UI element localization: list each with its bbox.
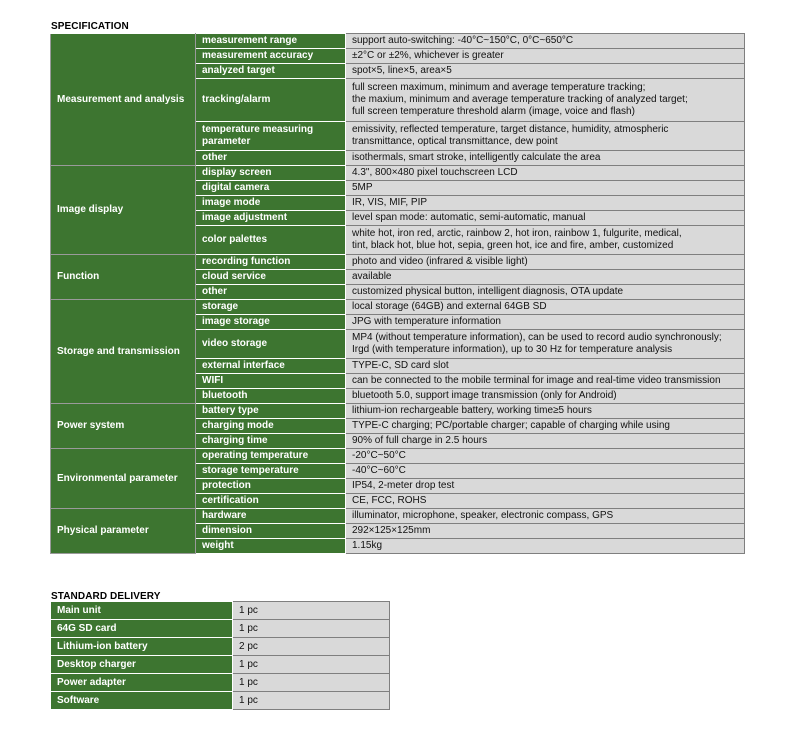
spec-value: customized physical button, intelligent diagnosis, OTA update bbox=[346, 285, 745, 300]
spec-category: Function bbox=[51, 255, 196, 300]
spec-value: -40°C~60°C bbox=[346, 464, 745, 479]
spec-row bbox=[51, 404, 745, 419]
delivery-quantity: 1 pc bbox=[233, 692, 390, 710]
spec-category: Image display bbox=[51, 166, 196, 255]
spec-value: IR, VIS, MIF, PIP bbox=[346, 196, 745, 211]
spec-parameter: battery type bbox=[196, 404, 346, 419]
delivery-quantity: 1 pc bbox=[233, 656, 390, 674]
delivery-item: Desktop charger bbox=[51, 656, 233, 674]
spec-parameter: tracking/alarm bbox=[196, 79, 346, 122]
specification-table bbox=[50, 33, 745, 554]
spec-value: local storage (64GB) and external 64GB SD bbox=[346, 300, 745, 315]
spec-row bbox=[51, 34, 745, 49]
spec-parameter: certification bbox=[196, 494, 346, 509]
delivery-quantity: 1 pc bbox=[233, 674, 390, 692]
spec-row bbox=[51, 255, 745, 270]
spec-value: can be connected to the mobile terminal for image and real-time video transmission bbox=[346, 374, 745, 389]
spec-row bbox=[51, 166, 745, 181]
spec-parameter: bluetooth bbox=[196, 389, 346, 404]
spec-row bbox=[51, 300, 745, 315]
spec-value: TYPE-C charging; PC/portable charger; capable of charging while using bbox=[346, 419, 745, 434]
delivery-row bbox=[51, 692, 390, 710]
spec-category: Physical parameter bbox=[51, 509, 196, 554]
spec-value: isothermals, smart stroke, intelligently calculate the area bbox=[346, 151, 745, 166]
spec-value: MP4 (without temperature information), can be used to record audio synchronously; Irgd (with temperature information), up to 30 Hz for temperature analysis bbox=[346, 330, 745, 359]
spec-parameter: storage bbox=[196, 300, 346, 315]
spec-parameter: external interface bbox=[196, 359, 346, 374]
spec-value: available bbox=[346, 270, 745, 285]
spec-value: 292×125×125mm bbox=[346, 524, 745, 539]
delivery-quantity: 1 pc bbox=[233, 602, 390, 620]
spec-parameter: dimension bbox=[196, 524, 346, 539]
spec-value: 90% of full charge in 2.5 hours bbox=[346, 434, 745, 449]
spec-parameter: weight bbox=[196, 539, 346, 554]
spec-row bbox=[51, 449, 745, 464]
spec-parameter: display screen bbox=[196, 166, 346, 181]
spec-value: -20°C~50°C bbox=[346, 449, 745, 464]
delivery-item: Main unit bbox=[51, 602, 233, 620]
spec-parameter: operating temperature bbox=[196, 449, 346, 464]
delivery-quantity: 1 pc bbox=[233, 620, 390, 638]
delivery-row bbox=[51, 656, 390, 674]
spec-parameter: cloud service bbox=[196, 270, 346, 285]
spec-parameter: storage temperature bbox=[196, 464, 346, 479]
spec-value: CE, FCC, ROHS bbox=[346, 494, 745, 509]
spec-value: lithium-ion rechargeable battery, working time≥5 hours bbox=[346, 404, 745, 419]
spec-parameter: hardware bbox=[196, 509, 346, 524]
delivery-row bbox=[51, 674, 390, 692]
spec-parameter: protection bbox=[196, 479, 346, 494]
spec-value: 1.15kg bbox=[346, 539, 745, 554]
spec-value: illuminator, microphone, speaker, electronic compass, GPS bbox=[346, 509, 745, 524]
spec-row bbox=[51, 509, 745, 524]
spec-parameter: image storage bbox=[196, 315, 346, 330]
delivery-item: Power adapter bbox=[51, 674, 233, 692]
spec-parameter: charging time bbox=[196, 434, 346, 449]
delivery-row bbox=[51, 638, 390, 656]
spec-value: TYPE-C, SD card slot bbox=[346, 359, 745, 374]
spec-value: photo and video (infrared & visible light) bbox=[346, 255, 745, 270]
standard-delivery-table bbox=[50, 601, 390, 710]
spec-parameter: WIFI bbox=[196, 374, 346, 389]
delivery-quantity: 2 pc bbox=[233, 638, 390, 656]
spec-parameter: other bbox=[196, 285, 346, 300]
spec-value: level span mode: automatic, semi-automatic, manual bbox=[346, 211, 745, 226]
spec-parameter: measurement accuracy bbox=[196, 49, 346, 64]
spec-category: Measurement and analysis bbox=[51, 34, 196, 166]
spec-parameter: temperature measuring parameter bbox=[196, 122, 346, 151]
spec-value: white hot, iron red, arctic, rainbow 2, hot iron, rainbow 1, fulgurite, medical, tint, black hot, blue hot, sepia, green hot, ice and fire, amber, customized bbox=[346, 226, 745, 255]
spec-parameter: image mode bbox=[196, 196, 346, 211]
delivery-item: Software bbox=[51, 692, 233, 710]
specification-heading: SPECIFICATION bbox=[51, 21, 129, 32]
spec-value: JPG with temperature information bbox=[346, 315, 745, 330]
spec-value: support auto-switching: -40°C~150°C, 0°C~650°C bbox=[346, 34, 745, 49]
spec-value: IP54, 2-meter drop test bbox=[346, 479, 745, 494]
spec-value: 4.3", 800×480 pixel touchscreen LCD bbox=[346, 166, 745, 181]
spec-value: 5MP bbox=[346, 181, 745, 196]
spec-parameter: digital camera bbox=[196, 181, 346, 196]
spec-parameter: charging mode bbox=[196, 419, 346, 434]
spec-value: spot×5, line×5, area×5 bbox=[346, 64, 745, 79]
standard-delivery-heading: STANDARD DELIVERY bbox=[51, 591, 161, 602]
spec-category: Power system bbox=[51, 404, 196, 449]
delivery-row bbox=[51, 602, 390, 620]
spec-value: full screen maximum, minimum and average temperature tracking; the maxium, minimum and average temperature tracking of analyzed target; full screen temperature threshold alarm (image, voice and flash) bbox=[346, 79, 745, 122]
delivery-row bbox=[51, 620, 390, 638]
spec-category: Storage and transmission bbox=[51, 300, 196, 404]
spec-value: emissivity, reflected temperature, target distance, humidity, atmospheric transmittance, optical transmittance, dew point bbox=[346, 122, 745, 151]
spec-parameter: measurement range bbox=[196, 34, 346, 49]
spec-parameter: video storage bbox=[196, 330, 346, 359]
spec-value: bluetooth 5.0, support image transmission (only for Android) bbox=[346, 389, 745, 404]
spec-parameter: other bbox=[196, 151, 346, 166]
spec-parameter: analyzed target bbox=[196, 64, 346, 79]
delivery-item: 64G SD card bbox=[51, 620, 233, 638]
spec-category: Environmental parameter bbox=[51, 449, 196, 509]
spec-parameter: recording function bbox=[196, 255, 346, 270]
spec-value: ±2°C or ±2%, whichever is greater bbox=[346, 49, 745, 64]
spec-parameter: image adjustment bbox=[196, 211, 346, 226]
delivery-item: Lithium-ion battery bbox=[51, 638, 233, 656]
spec-parameter: color palettes bbox=[196, 226, 346, 255]
